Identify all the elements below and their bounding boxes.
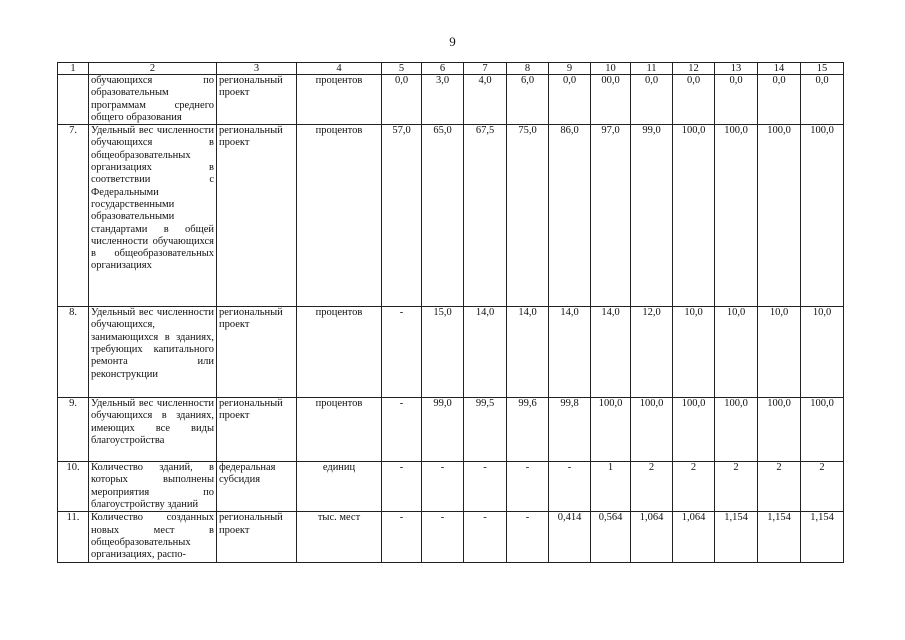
value-cell: 2 (715, 462, 758, 512)
value-cell: 100,0 (801, 398, 844, 462)
value-cell: 0,0 (673, 75, 715, 125)
value-cell: 10,0 (758, 307, 801, 398)
value-cell: 0,0 (549, 75, 591, 125)
value-cell: - (382, 307, 422, 398)
column-header: 9 (549, 63, 591, 75)
row-number: 10. (58, 462, 89, 512)
value-cell: - (382, 398, 422, 462)
value-cell: 99,0 (631, 125, 673, 307)
value-cell: 100,0 (715, 125, 758, 307)
value-cell: - (382, 512, 422, 563)
unit-of-measure: процентов (297, 75, 382, 125)
value-cell: - (422, 462, 464, 512)
value-cell: 1,154 (715, 512, 758, 563)
value-cell: 65,0 (422, 125, 464, 307)
column-header: 14 (758, 63, 801, 75)
value-cell: 0,0 (715, 75, 758, 125)
row-number: 8. (58, 307, 89, 398)
source-type: региональный проект (217, 512, 297, 563)
value-cell: - (507, 462, 549, 512)
value-cell: 99,0 (422, 398, 464, 462)
value-cell: 2 (673, 462, 715, 512)
column-header: 15 (801, 63, 844, 75)
unit-of-measure: процентов (297, 398, 382, 462)
value-cell: 1,154 (801, 512, 844, 563)
value-cell: - (464, 462, 507, 512)
unit-of-measure: тыс. мест (297, 512, 382, 563)
column-header: 5 (382, 63, 422, 75)
value-cell: 1 (591, 462, 631, 512)
row-number: 11. (58, 512, 89, 563)
value-cell: 0,0 (382, 75, 422, 125)
row-number: 9. (58, 398, 89, 462)
column-header: 3 (217, 63, 297, 75)
column-header: 7 (464, 63, 507, 75)
column-header: 12 (673, 63, 715, 75)
column-header: 13 (715, 63, 758, 75)
value-cell: 86,0 (549, 125, 591, 307)
table-row (58, 125, 844, 307)
value-cell: 100,0 (673, 398, 715, 462)
indicator-name: Удельный вес численности обучающихся в зданиях, имеющих все виды благоустройства (89, 398, 217, 462)
source-type: региональный проект (217, 307, 297, 398)
unit-of-measure: процентов (297, 307, 382, 398)
value-cell: 100,0 (631, 398, 673, 462)
value-cell: - (382, 462, 422, 512)
value-cell: 0,564 (591, 512, 631, 563)
value-cell: 14,0 (507, 307, 549, 398)
value-cell: 0,414 (549, 512, 591, 563)
value-cell: 3,0 (422, 75, 464, 125)
column-header: 2 (89, 63, 217, 75)
column-header: 8 (507, 63, 549, 75)
indicator-name: Количество зданий, в которых выполнены мероприятия по благоустройству зданий (89, 462, 217, 512)
source-type: региональный проект (217, 398, 297, 462)
value-cell: 10,0 (801, 307, 844, 398)
value-cell: 75,0 (507, 125, 549, 307)
value-cell: 2 (801, 462, 844, 512)
value-cell: 1,064 (673, 512, 715, 563)
value-cell: - (549, 462, 591, 512)
column-header: 4 (297, 63, 382, 75)
value-cell: 10,0 (715, 307, 758, 398)
table-row (58, 307, 844, 398)
value-cell: 100,0 (673, 125, 715, 307)
value-cell: 67,5 (464, 125, 507, 307)
value-cell: 15,0 (422, 307, 464, 398)
row-number: 7. (58, 125, 89, 307)
table-row (58, 512, 844, 563)
indicator-name: обучающихся по образовательным программам среднего общего образования (89, 75, 217, 125)
column-header: 11 (631, 63, 673, 75)
value-cell: 100,0 (758, 398, 801, 462)
value-cell: - (422, 512, 464, 563)
value-cell: 14,0 (464, 307, 507, 398)
table-row (58, 398, 844, 462)
value-cell: 0,0 (758, 75, 801, 125)
source-type: региональный проект (217, 125, 297, 307)
indicator-name: Удельный вес численности обучающихся в общеобразовательных организациях в соответствии с Федеральными государственными образовательными стандартами в общей численности обучающихся в общеобразовательных организациях (89, 125, 217, 307)
value-cell: 4,0 (464, 75, 507, 125)
value-cell: - (507, 512, 549, 563)
row-number (58, 75, 89, 125)
header-row (58, 63, 844, 75)
value-cell: 0,0 (631, 75, 673, 125)
indicator-name: Количество созданных новых мест в общеобразовательных организациях, распо- (89, 512, 217, 563)
value-cell: 14,0 (591, 307, 631, 398)
value-cell: 1,154 (758, 512, 801, 563)
indicator-name: Удельный вес численности обучающихся, занимающихся в зданиях, требующих капитального ремонта или реконструкции (89, 307, 217, 398)
indicators-table (57, 62, 844, 563)
value-cell: 2 (758, 462, 801, 512)
unit-of-measure: единиц (297, 462, 382, 512)
value-cell: 57,0 (382, 125, 422, 307)
column-header: 1 (58, 63, 89, 75)
value-cell: 97,0 (591, 125, 631, 307)
source-type: федеральная субсидия (217, 462, 297, 512)
value-cell: 99,8 (549, 398, 591, 462)
unit-of-measure: процентов (297, 125, 382, 307)
value-cell: 100,0 (715, 398, 758, 462)
column-header: 10 (591, 63, 631, 75)
table-row (58, 75, 844, 125)
page-number: 9 (449, 34, 456, 49)
value-cell: 0,0 (801, 75, 844, 125)
value-cell: 99,6 (507, 398, 549, 462)
value-cell: 100,0 (591, 398, 631, 462)
table-row (58, 462, 844, 512)
value-cell: 14,0 (549, 307, 591, 398)
value-cell: 100,0 (801, 125, 844, 307)
source-type: региональный проект (217, 75, 297, 125)
value-cell: 6,0 (507, 75, 549, 125)
value-cell: 10,0 (673, 307, 715, 398)
value-cell: 100,0 (758, 125, 801, 307)
value-cell: 99,5 (464, 398, 507, 462)
value-cell: - (464, 512, 507, 563)
value-cell: 1,064 (631, 512, 673, 563)
column-header: 6 (422, 63, 464, 75)
value-cell: 2 (631, 462, 673, 512)
value-cell: 00,0 (591, 75, 631, 125)
value-cell: 12,0 (631, 307, 673, 398)
